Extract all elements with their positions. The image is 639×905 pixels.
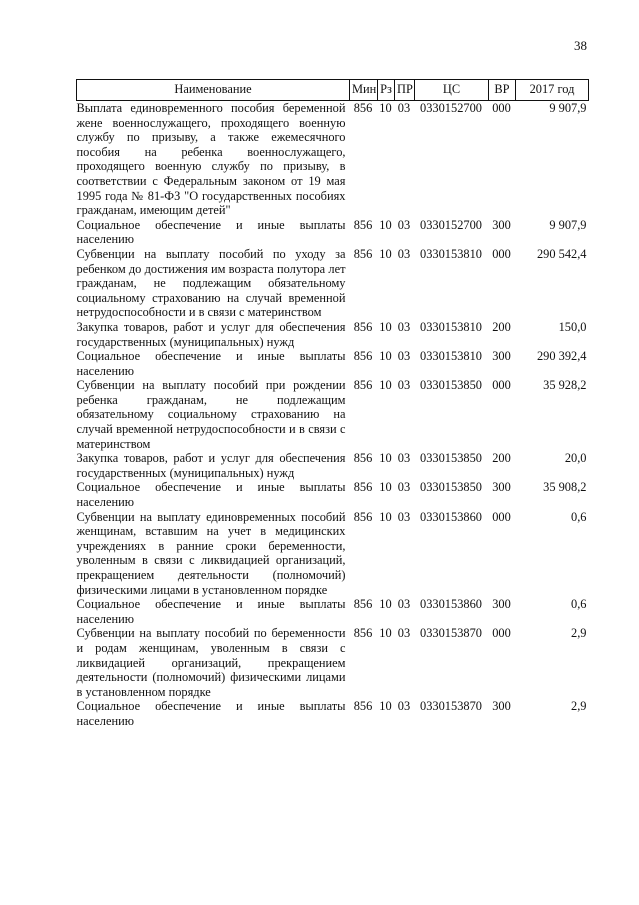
- table-row: [77, 699, 589, 728]
- row-min: 856: [353, 349, 373, 364]
- row-vr: 000: [492, 626, 511, 641]
- row-cs: 0330153860: [420, 509, 482, 524]
- table-row: [77, 378, 589, 451]
- row-pr: 03: [397, 626, 411, 641]
- row-name: Субвенции на выплату пособий при рождении ребенка гражданам, не подлежащим обязательному социальному страхованию на случай временной нетрудоспособности и в связи с материнством: [76, 378, 346, 451]
- table-row: [77, 626, 589, 699]
- row-cs: 0330153810: [420, 319, 482, 334]
- row-name: Социальное обеспечение и иные выплаты населению: [76, 597, 346, 626]
- table-header-row: [77, 80, 589, 101]
- row-pr: 03: [397, 699, 411, 714]
- row-pr: 03: [397, 597, 411, 612]
- row-sum: 150,0: [558, 319, 587, 334]
- row-pr: 03: [397, 319, 411, 334]
- table-row: [77, 480, 589, 509]
- row-rz: 10: [379, 699, 392, 714]
- row-min: 856: [353, 480, 373, 495]
- table-row: [77, 101, 589, 218]
- row-rz: 10: [379, 480, 392, 495]
- header-rz: Рз: [378, 80, 395, 101]
- row-sum: 0,6: [571, 509, 587, 524]
- row-vr: 000: [492, 378, 511, 393]
- table-row: [77, 247, 589, 320]
- budget-table: [76, 79, 589, 729]
- header-cs: ЦС: [415, 80, 489, 101]
- header-name: Наименование: [77, 80, 350, 101]
- row-cs: 0330153870: [420, 626, 482, 641]
- table-row: [77, 320, 589, 349]
- header-min: Мин: [350, 80, 378, 101]
- row-sum: 290 392,4: [536, 349, 587, 364]
- row-name: Субвенции на выплату пособий по беременности и родам женщинам, уволенным в связи с ликвидацией организаций, прекращением деятельности (полномочий) физическими лицами в установленном порядке: [76, 626, 346, 699]
- row-cs: 0330152700: [420, 101, 482, 115]
- row-pr: 03: [397, 480, 411, 495]
- row-cs: 0330153850: [420, 378, 482, 393]
- row-name: Субвенции на выплату пособий по уходу за ребенком до достижения им возраста полутора лет гражданам, не подлежащим обязательному социальному страхованию на случай временной нетрудоспособности и в связи с материнством: [76, 246, 346, 320]
- row-rz: 10: [379, 349, 392, 364]
- header-pr: ПР: [395, 80, 415, 101]
- row-min: 856: [353, 597, 373, 612]
- table-row: [77, 510, 589, 598]
- row-min: 856: [353, 378, 373, 393]
- row-min: 856: [353, 319, 373, 334]
- row-name: Социальное обеспечение и иные выплаты населению: [76, 217, 346, 247]
- row-min: 856: [353, 509, 373, 524]
- row-name: Социальное обеспечение и иные выплаты населению: [76, 349, 346, 378]
- row-pr: 03: [397, 217, 411, 232]
- row-rz: 10: [379, 451, 392, 466]
- row-vr: 200: [492, 451, 511, 466]
- row-vr: 000: [492, 246, 511, 261]
- row-rz: 10: [379, 378, 392, 393]
- row-vr: 300: [492, 480, 511, 495]
- row-pr: 03: [397, 378, 411, 393]
- row-vr: 300: [492, 349, 511, 364]
- row-sum: 2,9: [571, 626, 587, 641]
- row-cs: 0330153850: [420, 451, 482, 466]
- row-rz: 10: [379, 217, 392, 232]
- row-name: Социальное обеспечение и иные выплаты населению: [76, 699, 346, 728]
- row-name: Социальное обеспечение и иные выплаты населению: [76, 480, 346, 510]
- row-sum: 2,9: [571, 699, 587, 714]
- row-min: 856: [353, 101, 373, 115]
- row-min: 856: [353, 217, 373, 232]
- row-rz: 10: [379, 626, 392, 641]
- row-vr: 000: [492, 101, 511, 115]
- row-sum: 0,6: [571, 597, 587, 612]
- row-name: Субвенции на выплату единовременных пособий женщинам, вставшим на учет в медицинских учреждениях в ранние сроки беременности, уволенным в связи с ликвидацией организаций, прекращением деятельности (полномочий) физическими лицами в установленном порядке: [76, 509, 346, 597]
- row-cs: 0330153810: [420, 246, 482, 261]
- row-name: Выплата единовременного пособия беременной жене военнослужащего, проходящего военную службу по призыву, а также ежемесячного пособия на ребенка военнослужащего, проходящего военную службу по призыву, в соответствии с Федеральным законом от 19 мая 1995 года № 81-ФЗ "О государственных пособиях гражданам, имеющим детей": [76, 101, 346, 218]
- row-pr: 03: [397, 451, 411, 466]
- row-vr: 200: [492, 319, 511, 334]
- row-pr: 03: [397, 101, 411, 115]
- row-pr: 03: [397, 349, 411, 364]
- table-row: [77, 451, 589, 480]
- row-sum: 290 542,4: [536, 246, 587, 261]
- table-row: [77, 349, 589, 378]
- row-cs: 0330153870: [420, 699, 482, 714]
- row-vr: 000: [492, 509, 511, 524]
- header-vr: ВР: [489, 80, 516, 101]
- row-min: 856: [353, 246, 373, 261]
- row-rz: 10: [379, 101, 392, 115]
- row-sum: 35 908,2: [543, 480, 587, 495]
- row-vr: 300: [492, 597, 511, 612]
- row-pr: 03: [397, 509, 411, 524]
- row-rz: 10: [379, 509, 392, 524]
- page-number: 38: [574, 38, 587, 53]
- row-name: Закупка товаров, работ и услуг для обеспечения государственных (муниципальных) нужд: [76, 319, 346, 349]
- header-sum: 2017 год: [516, 80, 589, 101]
- row-sum: 9 907,9: [549, 217, 587, 232]
- row-vr: 300: [492, 699, 511, 714]
- table-body: [77, 101, 589, 729]
- row-pr: 03: [397, 246, 411, 261]
- row-name: Закупка товаров, работ и услуг для обеспечения государственных (муниципальных) нужд: [76, 451, 346, 480]
- row-cs: 0330152700: [420, 217, 482, 232]
- row-cs: 0330153850: [420, 480, 482, 495]
- row-rz: 10: [379, 597, 392, 612]
- row-min: 856: [353, 626, 373, 641]
- row-rz: 10: [379, 319, 392, 334]
- row-sum: 35 928,2: [543, 378, 587, 393]
- row-min: 856: [353, 699, 373, 714]
- row-sum: 9 907,9: [549, 101, 587, 115]
- row-sum: 20,0: [564, 451, 587, 466]
- row-cs: 0330153860: [420, 597, 482, 612]
- row-cs: 0330153810: [420, 349, 482, 364]
- row-min: 856: [353, 451, 373, 466]
- table-row: [77, 597, 589, 626]
- row-vr: 300: [492, 217, 511, 232]
- row-rz: 10: [379, 246, 392, 261]
- table-row: [77, 218, 589, 247]
